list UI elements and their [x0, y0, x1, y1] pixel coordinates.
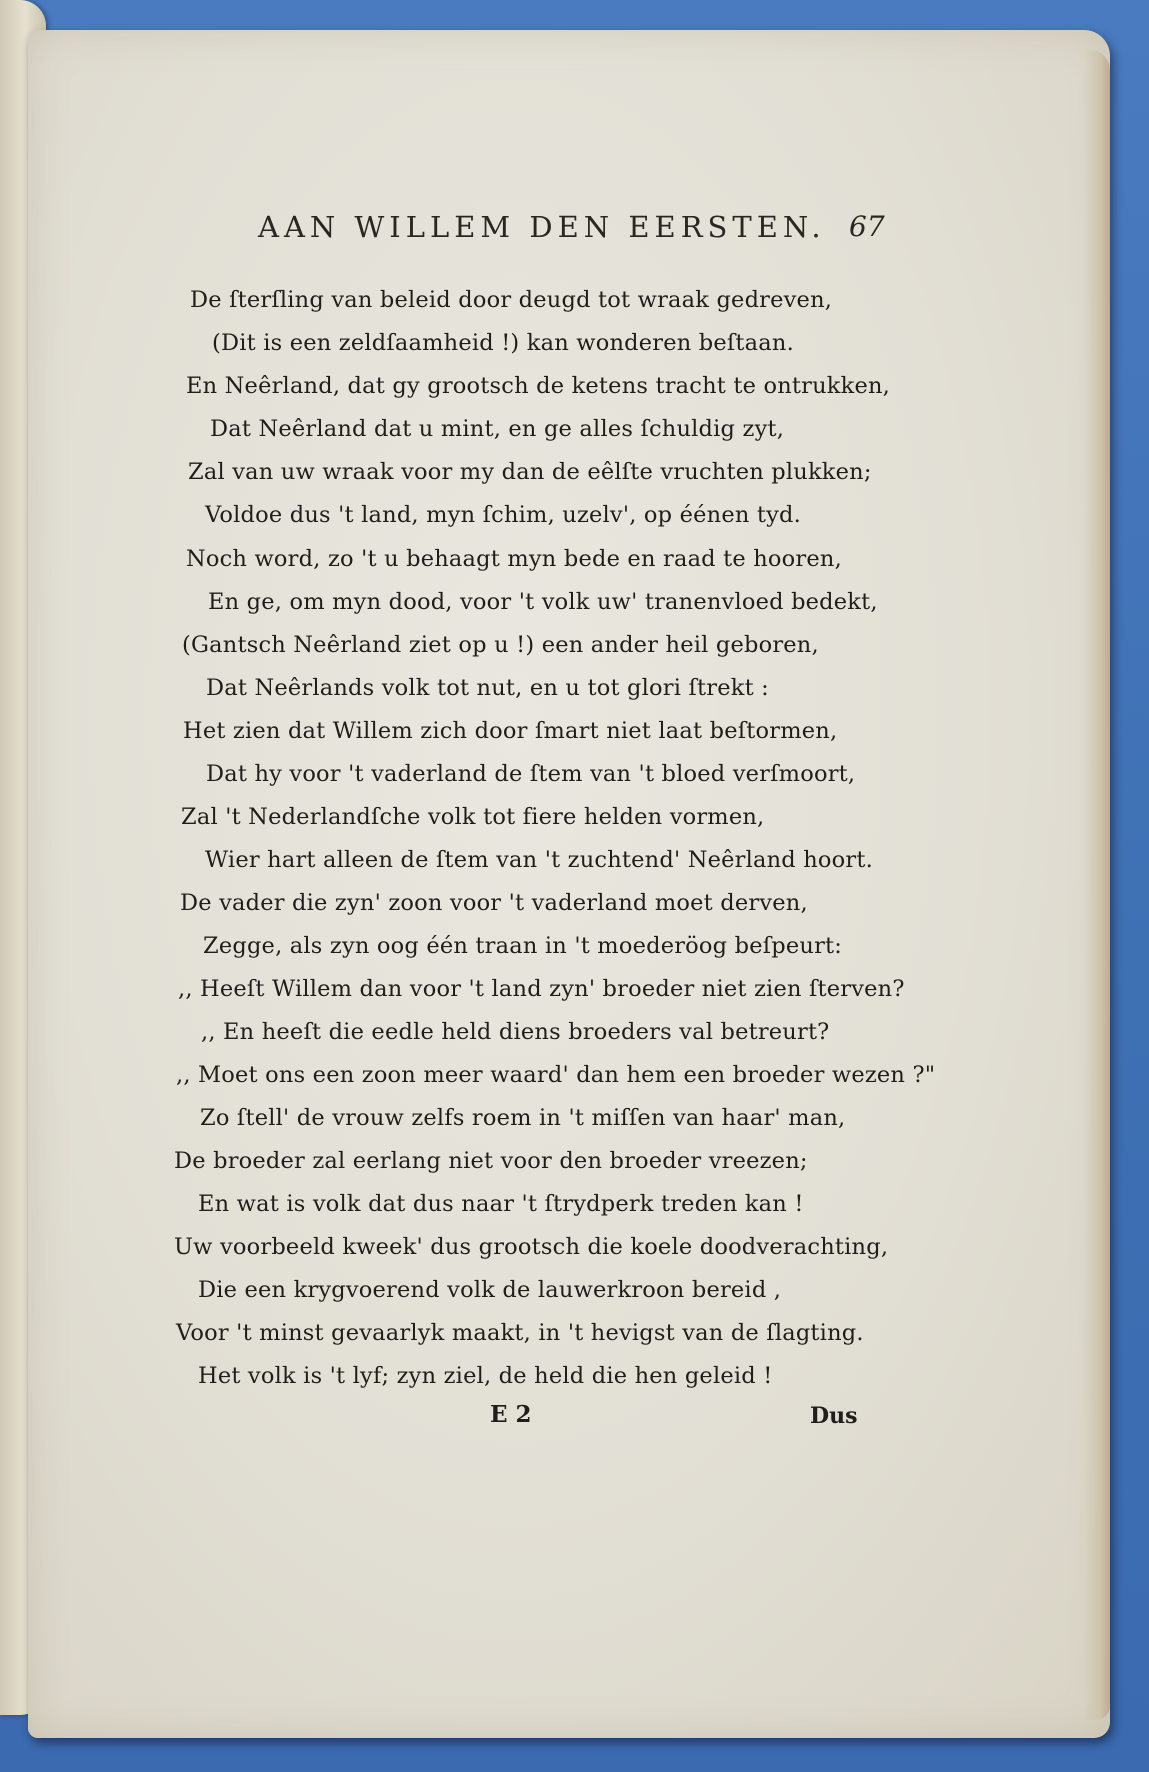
verse-line: En wat is volk dat dus naar 't ſtrydperk treden kan ! — [198, 1191, 804, 1217]
verse-line: Zal 't Nederlandſche volk tot fiere helden vormen, — [181, 804, 765, 830]
signature-mark: E 2 — [490, 1401, 532, 1428]
verse-line: Wier hart alleen de ſtem van 't zuchtend' Neêrland hoort. — [205, 847, 873, 873]
verse-line: En Neêrland, dat gy grootsch de ketens tracht te ontrukken, — [186, 373, 891, 399]
verse-line: En ge, om myn dood, voor 't volk uw' tranenvloed bedekt, — [208, 589, 878, 615]
verse-line: De vader die zyn' zoon voor 't vaderland moet derven, — [180, 890, 808, 916]
verse-line: ,, Moet ons een zoon meer waard' dan hem een broeder wezen ?" — [176, 1062, 936, 1088]
verse-line: Zal van uw wraak voor my dan de eêlſte vruchten plukken; — [188, 459, 872, 485]
verse-line: Het zien dat Willem zich door ſmart niet laat beſtormen, — [183, 718, 838, 744]
verse-line: (Dit is een zeldſaamheid !) kan wonderen beſtaan. — [212, 330, 794, 356]
verse-line: Zo ſtell' de vrouw zelfs roem in 't miſſen van haar' man, — [200, 1105, 846, 1131]
running-head: AAN WILLEM DEN EERSTEN. — [258, 210, 826, 244]
catchword: Dus — [810, 1403, 858, 1429]
verse-line: Uw voorbeeld kweek' dus grootsch die koele doodverachting, — [174, 1234, 889, 1260]
verse-line: De ſterſling van beleid door deugd tot wraak gedreven, — [190, 287, 833, 313]
page-number: 67 — [849, 210, 885, 243]
verse-line: (Gantsch Neêrland ziet op u !) een ander heil geboren, — [182, 632, 819, 658]
verse-line: ,, Heeſt Willem dan voor 't land zyn' broeder niet zien ſterven? — [178, 976, 905, 1002]
verse-line: Voor 't minst gevaarlyk maakt, in 't hevigst van de ſlagting. — [176, 1320, 864, 1346]
verse-line: Dat Neêrland dat u mint, en ge alles ſchuldig zyt, — [210, 416, 785, 442]
verse-line: ,, En heeſt die eedle held diens broeders val betreurt? — [201, 1019, 830, 1045]
verse-line: Het volk is 't lyf; zyn ziel, de held die hen geleid ! — [198, 1363, 773, 1389]
verse-line: Noch word, zo 't u behaagt myn bede en raad te hooren, — [186, 546, 842, 572]
verse-line: De broeder zal eerlang niet voor den broeder vreezen; — [174, 1148, 808, 1174]
verse-line: Dat hy voor 't vaderland de ſtem van 't bloed verſmoort, — [206, 761, 856, 787]
verse-line: Die een krygvoerend volk de lauwerkroon bereid , — [198, 1277, 782, 1303]
verse-line: Zegge, als zyn oog één traan in 't moederöog beſpeurt: — [203, 933, 843, 959]
verse-line: Voldoe dus 't land, myn ſchim, uzelv', op éénen tyd. — [205, 502, 802, 528]
verse-line: Dat Neêrlands volk tot nut, en u tot glori ſtrekt : — [206, 675, 769, 701]
